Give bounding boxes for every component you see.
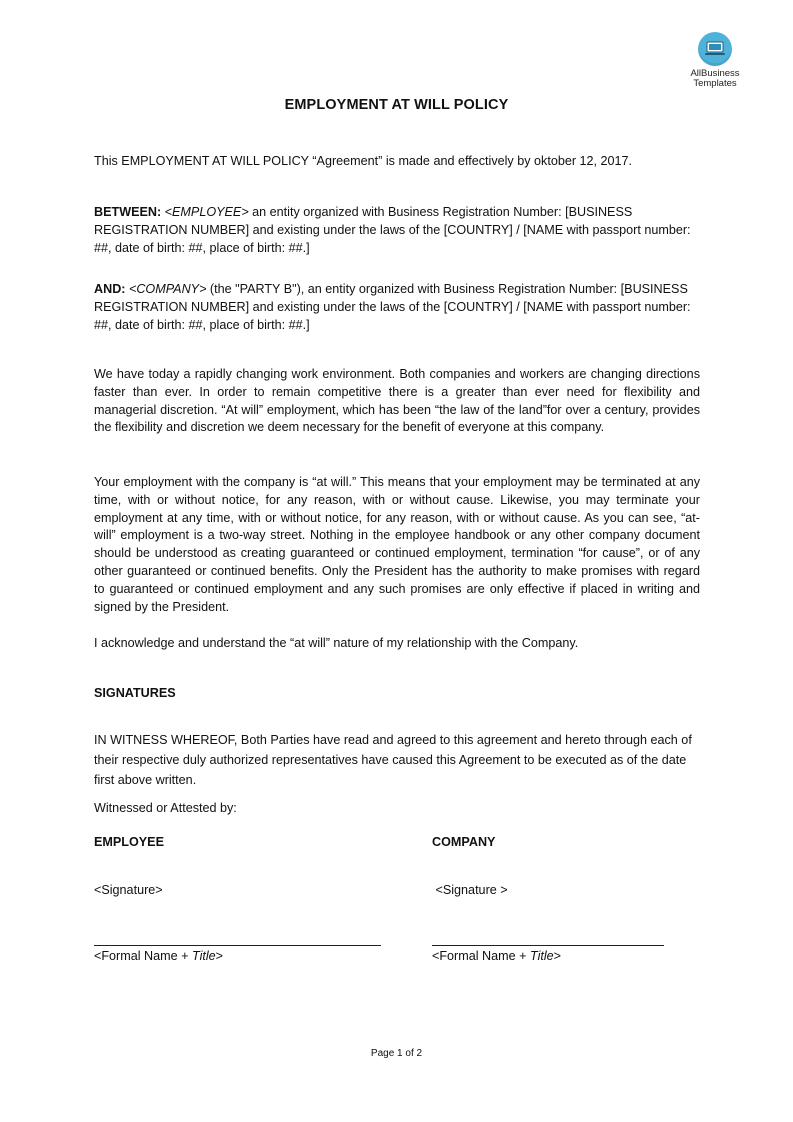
between-label: BETWEEN: [94, 205, 162, 219]
and-label: AND: [94, 282, 126, 296]
intro-paragraph: This EMPLOYMENT AT WILL POLICY “Agreement” is made and effectively by oktober 12, 2017. [94, 154, 633, 168]
company-name-suffix: > [553, 949, 562, 963]
company-formal-name [432, 949, 561, 963]
employee-signature-placeholder: <Signature> [94, 883, 163, 897]
company-name-prefix: <Formal Name + [432, 949, 530, 963]
document-title: EMPLOYMENT AT WILL POLICY [284, 97, 509, 113]
logo-text-line2: Templates [693, 78, 737, 89]
laptop-icon [698, 32, 732, 66]
employee-formal-name [94, 949, 223, 963]
company-signature-placeholder: <Signature > [432, 883, 508, 897]
employee-label: EMPLOYEE [94, 835, 164, 849]
company-label: COMPANY [432, 835, 496, 849]
between-text: an entity organized with Business Registration Number: [BUSINESS REGISTRATION NUMBER] and existing under the laws of the [COUNTRY] / [NAME with passport number: ##, date of birth: ##, place of birth: ##.] [94, 205, 691, 255]
between-paragraph [94, 203, 700, 257]
employee-placeholder: <EMPLOYEE> [164, 205, 249, 219]
page-number: Page 1 of 2 [370, 1048, 423, 1059]
attested-label: Witnessed or Attested by: [94, 801, 237, 815]
witness-paragraph: IN WITNESS WHEREOF, Both Parties have read and agreed to this agreement and hereto through each of their respective duly authorized representatives have caused this Agreement to be executed as of the date first above written. [94, 733, 692, 787]
policy-paragraph-2: Your employment with the company is “at will.” This means that your employment may be terminated at any time, with or without notice, for any reason, with or without cause. Likewise, you may terminate your employment at any time, with or without notice, for any reason, with or without cause. As you can see, “at-will” employment is a two-way street. Nothing in the employee handbook or any other company document should be understood as creating guaranteed or continued employment, termination “for cause”, or of any other guaranteed or continued benefits. Only the President has the authority to make promises with regard to guaranteed or continued employment and any such promises are only effective if placed in writing and signed by the President. [94, 475, 700, 614]
company-placeholder: <COMPANY> [128, 282, 207, 296]
employee-name-title: Title [191, 949, 216, 963]
company-signature-line [432, 945, 664, 946]
allbusiness-logo [680, 32, 750, 89]
and-text: (the "PARTY B"), an entity organized with Business Registration Number: [BUSINESS REGISTRATION NUMBER] and existing under the laws of the [COUNTRY] / [NAME with passport number: ##, date of birth: ##, place of birth: ##.] [94, 282, 691, 332]
and-paragraph [94, 280, 700, 334]
acknowledgement-paragraph: I acknowledge and understand the “at will” nature of my relationship with the Company. [94, 636, 579, 650]
employee-name-prefix: <Formal Name + [94, 949, 192, 963]
employee-name-suffix: > [215, 949, 224, 963]
company-name-title: Title [529, 949, 554, 963]
employee-signature-line [94, 945, 381, 946]
signatures-heading: SIGNATURES [94, 686, 176, 700]
policy-paragraph-1: We have today a rapidly changing work environment. Both companies and workers are changing directions faster than ever. In order to remain competitive there is a greater than ever need for flexibility and managerial discretion. “At will” employment, which has been “the law of the land”for over a century, provides the flexibility and discretion we deem necessary for the benefit of everyone at this company. [94, 367, 700, 435]
logo-text-line1: AllBusiness [690, 68, 740, 79]
